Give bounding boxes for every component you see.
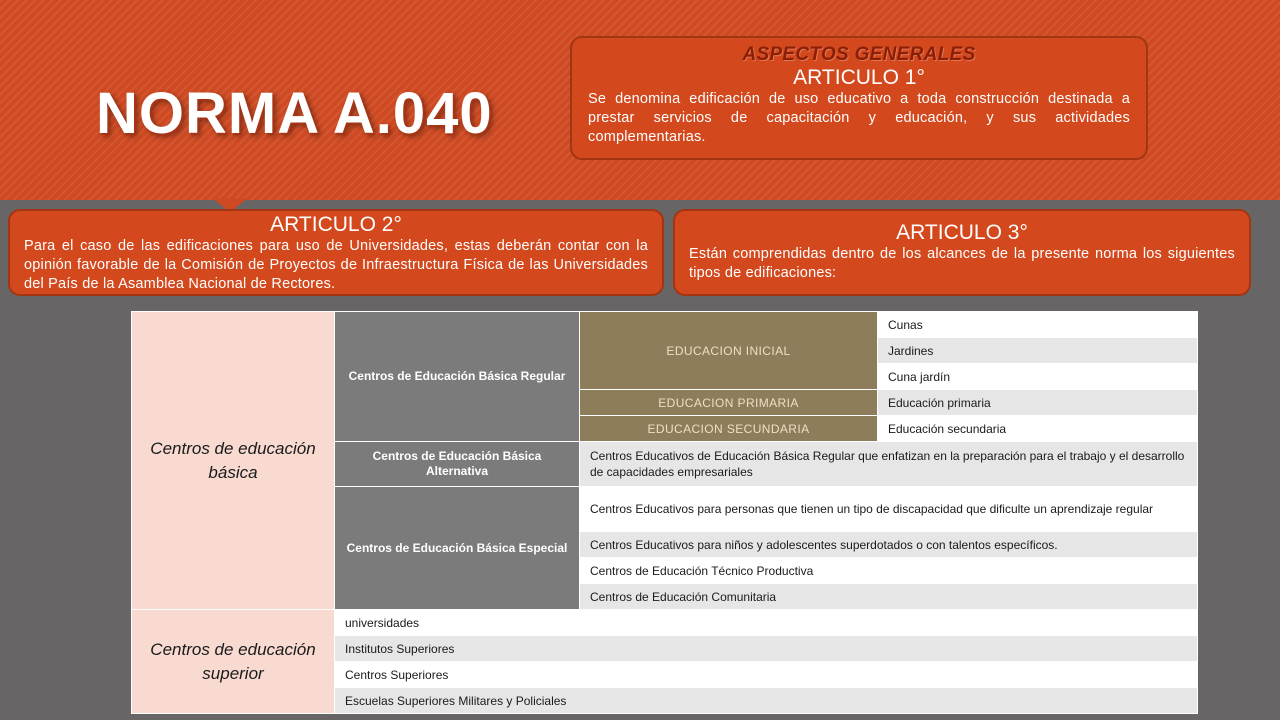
table-cell: Cuna jardín [878,364,1198,390]
article-1-heading: ARTICULO 1° [793,66,925,89]
article-2-box [8,209,664,296]
category-higher-education: Centros de educación superior [132,610,335,714]
article-3-box [673,209,1251,296]
table-cell: Centros de Educación Técnico Productiva [580,558,1198,584]
table-cell: Centros Educativos para niños y adolescentes superdotados o con talentos específicos. [580,532,1198,558]
table-cell: Institutos Superiores [335,636,1198,662]
slide-title: NORMA A.040 [96,81,493,146]
table-cell: Educación primaria [878,390,1198,416]
level-initial: EDUCACION INICIAL [580,312,878,390]
category-basic-education: Centros de educación básica [132,312,335,610]
table-cell: Educación secundaria [878,416,1198,442]
subcategory-alternative: Centros de Educación Básica Alternativa [335,442,580,487]
subcategory-regular: Centros de Educación Básica Regular [335,312,580,442]
level-primary: EDUCACION PRIMARIA [580,390,878,416]
general-aspects-heading: ASPECTOS GENERALES [742,44,976,65]
article-1-text: Se denomina edificación de uso educativo a toda construcción destinada a prestar servicios de capacitación y educación, y sus actividades complementarias. [588,91,1130,145]
article-3-heading: ARTICULO 3° [896,221,1028,244]
building-types-table [131,311,1198,714]
article-3-text: Están comprendidas dentro de los alcances de la presente norma los siguientes tipos de edificaciones: [689,246,1235,281]
table-cell: Centros Superiores [335,662,1198,688]
article-2-text: Para el caso de las edificaciones para uso de Universidades, estas deberán contar con la opinión favorable de la Comisión de Proyectos de Infraestructura Física de las Universidades del País de la Asamblea Nacional de Rectores. [24,238,648,292]
table-cell: Centros de Educación Comunitaria [580,584,1198,610]
general-aspects-box [570,36,1148,160]
table-cell: Cunas [878,312,1198,338]
level-secondary: EDUCACION SECUNDARIA [580,416,878,442]
article-2-heading: ARTICULO 2° [270,213,402,236]
table-cell: Centros Educativos de Educación Básica Regular que enfatizan en la preparación para el trabajo y el desarrollo de capacidades empresariales [580,442,1198,487]
table-cell: Escuelas Superiores Militares y Policiales [335,688,1198,714]
subcategory-special: Centros de Educación Básica Especial [335,487,580,610]
table-row [132,610,1198,636]
table-cell: Centros Educativos para personas que tienen un tipo de discapacidad que dificulte un aprendizaje regular [580,487,1198,532]
table-row [132,312,1198,338]
table-cell: universidades [335,610,1198,636]
table-cell: Jardines [878,338,1198,364]
